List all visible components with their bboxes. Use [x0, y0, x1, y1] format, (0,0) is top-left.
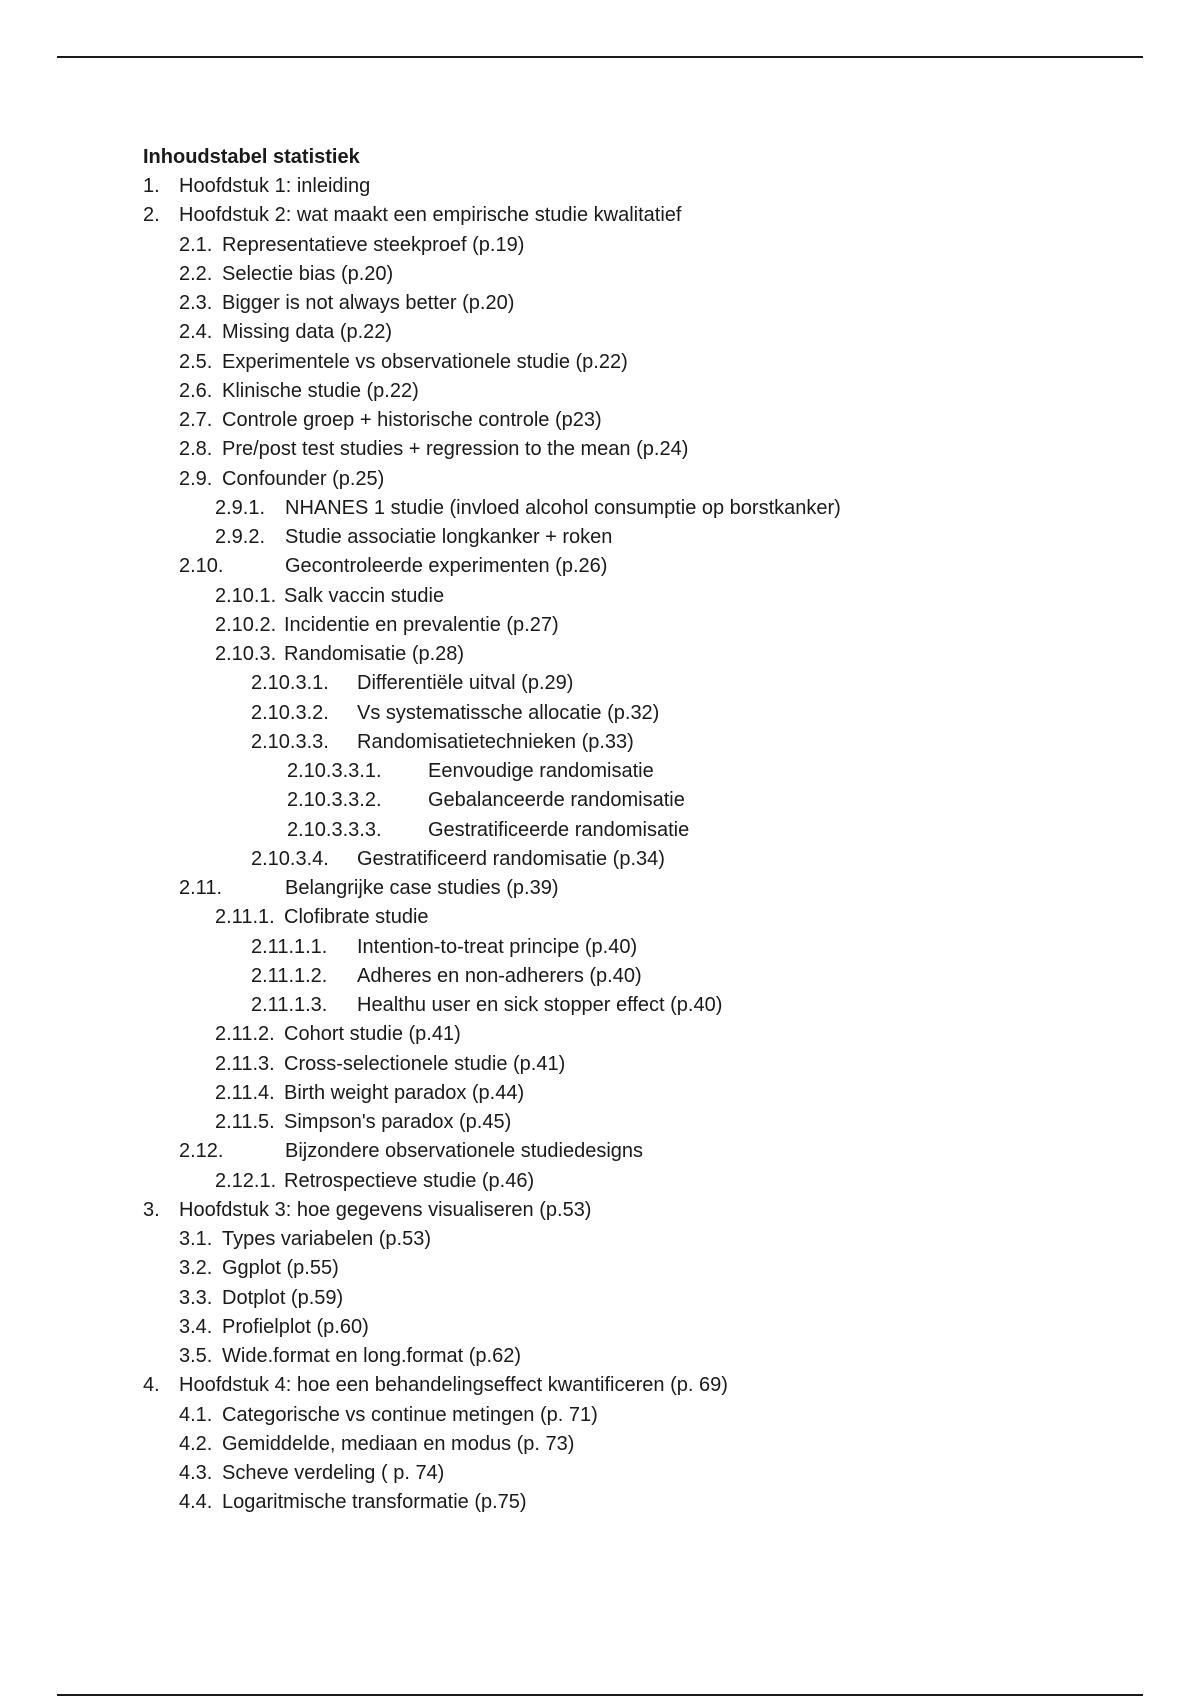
- toc-entry-text: Adheres en non-adherers (p.40): [357, 964, 642, 987]
- toc-entry-text: Hoofdstuk 1: inleiding: [179, 175, 371, 197]
- toc-entry-text: Ggplot (p.55): [222, 1257, 339, 1280]
- toc-entry-text: Types variabelen (p.53): [222, 1228, 432, 1250]
- toc-entry-text: NHANES 1 studie (invloed alcohol consumptie op borstkanker): [285, 496, 841, 519]
- toc-entry-text: Retrospectieve studie (p.46): [284, 1169, 535, 1192]
- toc-entry-text: Logaritmische transformatie (p.75): [222, 1491, 527, 1514]
- toc-entry-text: Confounder (p.25): [222, 467, 385, 490]
- toc-entry-text: Pre/post test studies + regression to the mean (p.24): [222, 438, 689, 461]
- toc-entry-number: 4.3.: [179, 1462, 213, 1484]
- toc-entry-number: 2.11.1.: [215, 906, 275, 929]
- toc-entry-number: 2.10.: [179, 555, 224, 578]
- toc-entry-text: Salk vaccin studie: [284, 584, 445, 607]
- toc-entry-text: Bigger is not always better (p.20): [222, 292, 515, 314]
- toc-entry-number: 2.9.2.: [215, 526, 266, 548]
- toc-entry-number: 4.2.: [179, 1432, 213, 1455]
- toc-entry-text: Selectie bias (p.20): [222, 262, 394, 285]
- toc-entry-number: 2.11.1.3.: [251, 994, 328, 1016]
- toc-entry-text: Eenvoudige randomisatie: [428, 760, 654, 782]
- toc-entry-text: Cross-selectionele studie (p.41): [284, 1052, 566, 1075]
- toc-entry-text: Birth weight paradox (p.44): [284, 1081, 525, 1104]
- toc-entry-number: 2.11.: [179, 877, 222, 899]
- toc-entry-number: 2.11.1.1.: [251, 935, 328, 958]
- toc-entry-number: 2.12.1.: [215, 1169, 277, 1192]
- toc-entry-number: 2.11.2.: [215, 1023, 275, 1046]
- toc-entry-text: Gecontroleerde experimenten (p.26): [285, 555, 608, 578]
- toc-entry-number: 2.10.3.1.: [251, 672, 329, 695]
- toc-entry-number: 4.4.: [179, 1491, 213, 1514]
- toc-entry-text: Missing data (p.22): [222, 321, 393, 344]
- toc-entry-text: Intention-to-treat principe (p.40): [357, 935, 638, 958]
- toc-entry-number: 2.: [143, 204, 160, 227]
- toc-entry-number: 3.1.: [179, 1228, 213, 1250]
- toc-entry-number: 2.3.: [179, 292, 213, 314]
- toc-entry-number: 2.11.3.: [215, 1052, 275, 1075]
- toc-entry-text: Hoofdstuk 2: wat maakt een empirische studie kwalitatief: [179, 204, 682, 227]
- toc-entry-number: 2.12.: [179, 1140, 224, 1163]
- toc-entry-number: 2.10.3.2.: [251, 701, 329, 724]
- toc-entry-text: Vs systematissche allocatie (p.32): [357, 701, 660, 724]
- toc-entry-number: 4.: [143, 1374, 160, 1397]
- toc-entry-text: Gestratificeerd randomisatie (p.34): [357, 847, 665, 870]
- toc-entry-number: 2.10.3.3.2.: [287, 789, 382, 812]
- toc-entry-text: Gestratificeerde randomisatie: [428, 818, 690, 841]
- toc-title: Inhoudstabel statistiek: [143, 146, 360, 168]
- header-rule: [57, 56, 1143, 58]
- toc-entry-text: Wide.format en long.format (p.62): [222, 1345, 522, 1367]
- toc-entry-text: Studie associatie longkanker + roken: [285, 526, 613, 548]
- toc-entry-number: 3.5.: [179, 1345, 213, 1367]
- toc-entry-number: 2.10.3.: [215, 643, 277, 665]
- toc-entry-text: Gemiddelde, mediaan en modus (p. 73): [222, 1432, 575, 1455]
- toc-entry-text: Profielplot (p.60): [222, 1315, 369, 1338]
- toc-entry-number: 2.11.5.: [215, 1111, 275, 1133]
- toc-entry-text: Randomisatie (p.28): [284, 643, 465, 665]
- toc-entry-text: Clofibrate studie: [284, 906, 429, 929]
- toc-entry-number: 2.7.: [179, 409, 213, 431]
- toc-entry-number: 2.4.: [179, 321, 213, 344]
- toc-entry-text: Cohort studie (p.41): [284, 1023, 461, 1046]
- toc-entry-text: Representatieve steekproef (p.19): [222, 233, 525, 256]
- toc-entry-number: 2.10.1.: [215, 584, 277, 607]
- toc-entry-number: 2.10.3.3.: [251, 730, 329, 753]
- toc-entry-number: 2.11.1.2.: [251, 964, 328, 987]
- toc-entry-number: 2.8.: [179, 438, 213, 461]
- toc-entry-number: 2.1.: [179, 233, 213, 256]
- toc-entry-text: Randomisatietechnieken (p.33): [357, 730, 634, 753]
- toc-entry-number: 2.9.1.: [215, 496, 266, 519]
- toc-entry-number: 3.3.: [179, 1286, 213, 1309]
- toc-entry-number: 2.6.: [179, 379, 213, 402]
- toc-entry-text: Differentiële uitval (p.29): [357, 672, 574, 695]
- toc-entry-text: Categorische vs continue metingen (p. 71): [222, 1403, 598, 1426]
- toc-entry-number: 2.11.4.: [215, 1081, 275, 1104]
- toc-entry-number: 2.10.3.3.3.: [287, 818, 382, 841]
- toc-entry-text: Simpson's paradox (p.45): [284, 1111, 512, 1133]
- toc-entry-number: 1.: [143, 175, 160, 197]
- toc-entry-text: Scheve verdeling ( p. 74): [222, 1462, 445, 1484]
- toc-entry-text: Incidentie en prevalentie (p.27): [284, 613, 559, 636]
- toc-entry-text: Controle groep + historische controle (p23): [222, 409, 602, 431]
- footer-rule: [57, 1694, 1143, 1696]
- toc-entry-number: 2.10.3.3.1.: [287, 760, 382, 782]
- toc-entry-number: 2.10.3.4.: [251, 847, 329, 870]
- toc-entry-text: Dotplot (p.59): [222, 1286, 344, 1309]
- toc-entry-number: 2.5.: [179, 350, 213, 373]
- toc-entry-number: 2.9.: [179, 467, 213, 490]
- toc-entry-number: 4.1.: [179, 1403, 213, 1426]
- toc-entry-text: Gebalanceerde randomisatie: [428, 789, 685, 812]
- toc-entry-text: Hoofdstuk 4: hoe een behandelingseffect kwantificeren (p. 69): [179, 1374, 728, 1397]
- toc-entry-text: Experimentele vs observationele studie (p.22): [222, 350, 628, 373]
- toc-entry-number: 3.: [143, 1198, 160, 1221]
- toc-entry-text: Bijzondere observationele studiedesigns: [285, 1140, 644, 1163]
- toc-entry-text: Healthu user en sick stopper effect (p.40): [357, 994, 723, 1016]
- toc-entry-text: Klinische studie (p.22): [222, 379, 419, 402]
- toc-entry-number: 2.10.2.: [215, 613, 277, 636]
- toc-entry-number: 3.4.: [179, 1315, 213, 1338]
- toc-entry-number: 3.2.: [179, 1257, 213, 1280]
- toc-entry-text: Belangrijke case studies (p.39): [285, 877, 559, 899]
- toc-entry-number: 2.2.: [179, 262, 213, 285]
- toc-entry-text: Hoofdstuk 3: hoe gegevens visualiseren (p.53): [179, 1198, 592, 1221]
